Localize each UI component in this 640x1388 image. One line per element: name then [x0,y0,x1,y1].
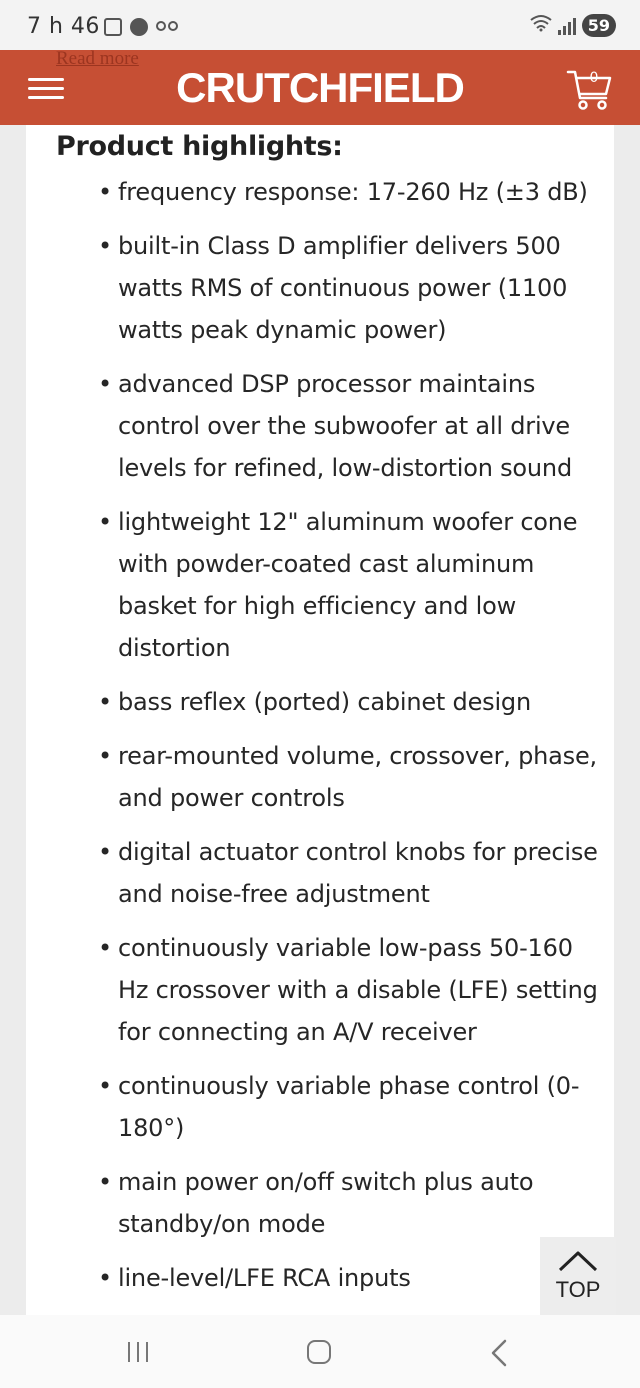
crutchfield-logo[interactable]: CRUTCHFIELD [176,64,464,111]
chevron-up-icon [558,1251,598,1271]
highlight-item: • lightweight 12" aluminum woofer cone with powder-coated cast aluminum basket for high efficiency and low distortion [26,501,614,669]
top-label: TOP [555,1277,601,1302]
system-nav-bar [0,1315,640,1388]
highlight-item: • continuously variable low-pass 50-160 Hz crossover with a disable (LFE) setting for connecting an A/V receiver [26,927,614,1053]
signal-icon [558,17,576,35]
highlight-item: • main power on/off switch plus auto standby/on mode [26,1161,614,1245]
back-icon[interactable] [489,1339,509,1367]
site-header [0,50,640,125]
messenger-icon [130,18,148,36]
notification-icons [104,18,178,36]
cart-button[interactable] [566,66,614,112]
home-icon[interactable] [307,1340,331,1364]
screenshot-icon [104,18,122,36]
highlight-item: • line-level/LFE RCA inputs [26,1257,614,1299]
voicemail-icon [156,21,178,33]
recents-icon[interactable] [128,1342,148,1362]
highlight-item: • continuously variable phase control (0-180°) [26,1065,614,1149]
back-to-top-button[interactable] [540,1237,616,1315]
highlights-list [26,171,614,1311]
product-highlights-card [26,125,614,1315]
section-title: Product highlights: [56,131,343,162]
wifi-icon [530,14,552,37]
battery-indicator: 59 [582,14,616,37]
highlight-item: • advanced DSP processor maintains control over the subwoofer at all drive levels for refined, low-distortion sound [26,363,614,489]
cart-count: 0 [589,70,599,86]
highlight-item: • digital actuator control knobs for precise and noise-free adjustment [26,831,614,915]
status-right [530,14,616,37]
read-more-link[interactable]: Read more [56,48,139,69]
status-time: 7 h 46 [27,14,100,39]
highlight-item: • rear-mounted volume, crossover, phase, and power controls [26,735,614,819]
highlight-item: • bass reflex (ported) cabinet design [26,681,614,723]
highlight-item: • built-in Class D amplifier delivers 500 watts RMS of continuous power (1100 watts peak dynamic power) [26,225,614,351]
status-bar [0,0,640,50]
highlight-item: • frequency response: 17-260 Hz (±3 dB) [26,171,614,213]
